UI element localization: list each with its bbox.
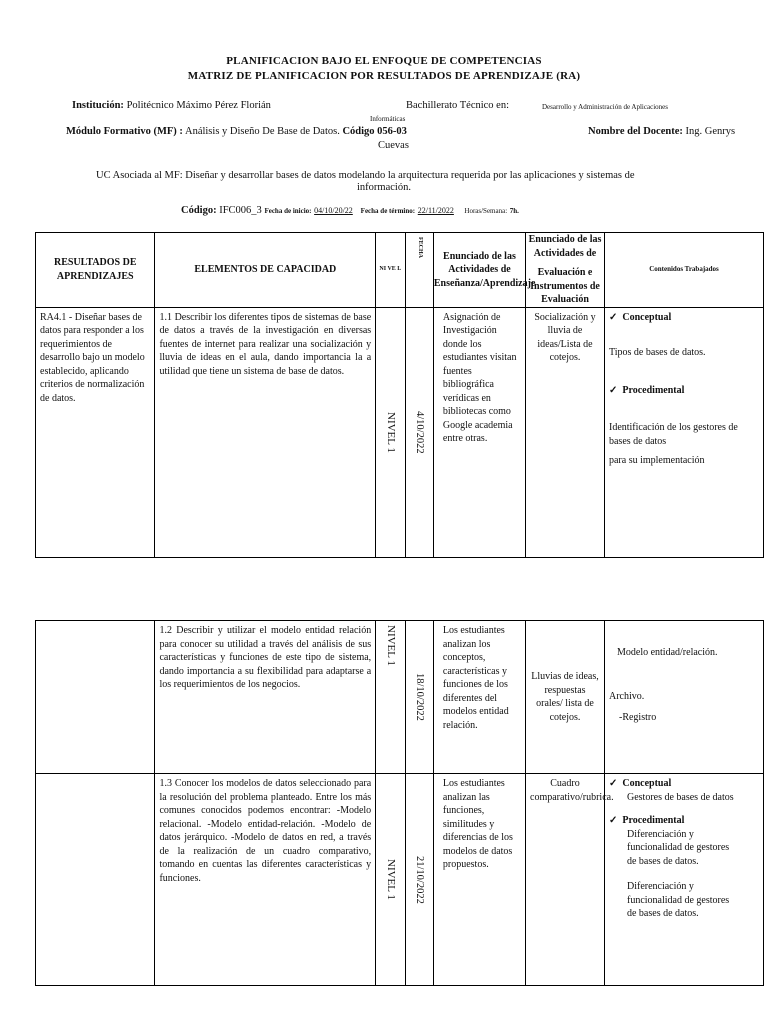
ensenanza-cell: Los estudiantes analizan las funciones, similitudes y diferencias de los modelos de datos propuestos.: [433, 774, 525, 986]
contenidos-cell: [604, 307, 763, 557]
modulo-line: [66, 126, 407, 137]
ensenanza-cell: Los estudiantes analizan los conceptos, características y funciones de los diferentes del modelos entidad relación.: [433, 621, 525, 774]
table-row: [36, 621, 764, 774]
codigo2-value: IFC006_3: [219, 205, 262, 216]
conceptual-heading: [609, 311, 759, 325]
codigo-label: Código 056-03: [342, 126, 407, 137]
modulo-label: Módulo Formativo (MF) :: [66, 126, 183, 137]
fecha-text: 18/10/2022: [413, 673, 425, 721]
contenido-text-1: Modelo entidad/relación.: [616, 647, 718, 658]
contenido-text-2: Archivo.: [608, 690, 645, 702]
conceptual-heading: [609, 777, 759, 791]
fecha-inicio-value: 04/10/20/22: [314, 206, 353, 215]
check-icon: ✓: [608, 311, 618, 323]
nivel-cell: [376, 774, 405, 986]
codigo2-label: Código:: [181, 205, 217, 216]
check-icon: ✓: [608, 778, 618, 789]
header-fecha: [405, 233, 433, 308]
codigo-fechas-line: [181, 205, 519, 216]
uc-value-cont: información.: [357, 182, 411, 193]
evaluacion-cell: Lluvias de ideas, respuestas orales/ lista de cotejos.: [526, 621, 605, 774]
ra-cell-empty: [36, 774, 155, 986]
ensenanza-cell: Asignación de Investigación donde los estudiantes visitan fuentes bibliográfica verídicas en bibliotecas como Google academia entre otras.: [433, 307, 525, 557]
nivel-text: NIVEL 1: [385, 859, 398, 900]
horas-value: 7h.: [509, 207, 519, 215]
evaluacion-cell: Socialización y lluvia de ideas/Lista de cotejos.: [526, 307, 605, 557]
conceptual-label: Conceptual: [622, 778, 672, 789]
fecha-cell: [405, 307, 433, 557]
institucion-value: Politécnico Máximo Pérez Florián: [126, 100, 271, 111]
nivel-text: NIVEL 1: [385, 625, 398, 666]
planning-table-2: [35, 620, 764, 986]
uc-label: UC Asociada al MF:: [96, 170, 183, 181]
conceptual-text: Tipos de bases de datos.: [608, 347, 706, 358]
header-evaluacion-b: Evaluación e Instrumentos de Evaluación: [530, 267, 600, 305]
fecha-termino-label: Fecha de término:: [360, 207, 416, 215]
nivel-text: NIVEL 1: [385, 411, 398, 453]
header-ensenanza: Enunciado de las Actividades de Enseñanza/Aprendizaje: [433, 233, 525, 308]
procedimental-heading: [609, 814, 759, 828]
nivel-cell: [376, 621, 405, 774]
contenidos-cell: [604, 774, 763, 986]
procedimental-label: Procedimental: [622, 384, 685, 396]
procedimental-heading: [609, 384, 759, 398]
header-contenidos: Contenidos Trabajados: [604, 233, 763, 308]
header-fecha-text: FECHA: [416, 237, 423, 258]
bachillerato-value: Desarrollo y Administración de Aplicaciones: [542, 103, 668, 111]
fecha-cell: [405, 774, 433, 986]
uc-line: [96, 170, 706, 181]
procedimental-label: Procedimental: [622, 815, 685, 826]
header-nivel: NI VE L: [376, 233, 405, 308]
ra-cell-empty: [36, 621, 155, 774]
elemento-cell: 1.1 Describir los diferentes tipos de sistemas de base de datos a través de la investigación en diversas fuentes de internet para realizar una socialización y lluvia de ideas en el aula, dando importancia la a utilidad que tiene un sistema de base de datos.: [155, 307, 376, 557]
fecha-inicio-label: Fecha de inicio:: [264, 207, 312, 215]
ra-cell: RA4.1 - Diseñar bases de datos para responder a los requerimientos de desarrollo bajo un modelo establecido, aplicando criterios de normalización de datos.: [36, 307, 155, 557]
fecha-cell: [405, 621, 433, 774]
docente-label: Nombre del Docente:: [588, 126, 683, 137]
procedimental-text-1: Diferenciación y funcionalidad de gestores de bases de datos.: [626, 828, 730, 867]
conceptual-text: Gestores de bases de datos: [626, 791, 734, 803]
evaluacion-cell: Cuadro comparativo/rubrica.: [526, 774, 605, 986]
docente-value: Ing. Genrys: [685, 126, 736, 137]
document-subtitle: MATRIZ DE PLANIFICACION POR RESULTADOS DE APRENDIZAJE (RA): [187, 70, 581, 82]
procedimental-text-2: Diferenciación y funcionalidad de gestores de bases de datos.: [626, 881, 730, 919]
horas-label: Horas/Semana:: [464, 207, 508, 215]
document-title: PLANIFICACION BAJO EL ENFOQUE DE COMPETENCIAS: [226, 55, 542, 67]
fecha-text: 21/10/2022: [413, 855, 425, 904]
institucion-label: Institución:: [72, 100, 124, 111]
header-resultados: RESULTADOS DE APRENDIZAJES: [36, 233, 155, 308]
check-icon: ✓: [608, 384, 618, 396]
contenidos-cell: [604, 621, 763, 774]
conceptual-label: Conceptual: [622, 311, 672, 323]
check-icon: ✓: [608, 815, 618, 826]
elemento-cell: 1.3 Conocer los modelos de datos seleccionado para la resolución del problema planteado. Entre los más comunes conocidos podemos encontrar: -Modelo relacional. -Modelo entidad-relación. -Modelo de datos jerárquico. -Modelo de datos en red, a través de la realización de un cuadro comparativo, tomando en cuentas las diferentes características y funciones.: [155, 774, 376, 986]
header-evaluacion: [526, 233, 605, 308]
bachillerato-label: Bachillerato Técnico en:: [406, 100, 510, 111]
procedimental-text-1: Identificación de los gestores de bases de datos: [608, 422, 738, 447]
modulo-value: Análisis y Diseño De Base de Datos.: [184, 126, 340, 137]
table-header-row: [36, 233, 764, 308]
table-row: [36, 307, 764, 557]
bachillerato-value-cont: Informáticas: [370, 115, 406, 123]
planning-table-1: [35, 232, 764, 558]
table-row: [36, 774, 764, 986]
header-elementos: ELEMENTOS DE CAPACIDAD: [155, 233, 376, 308]
nivel-cell: [376, 307, 405, 557]
contenido-text-3: -Registro: [618, 712, 657, 723]
docente-value-cont: Cuevas: [378, 140, 409, 151]
header-evaluacion-a: Enunciado de las Actividades de: [528, 234, 602, 259]
uc-value: Diseñar y desarrollar bases de datos modelando la arquitectura requerida por las aplicaciones y sistemas de: [185, 170, 635, 181]
fecha-text: 4/10/2022: [413, 410, 425, 454]
docente-line: [588, 126, 735, 137]
procedimental-text-2: para su implementación: [608, 455, 705, 466]
institucion-line: [72, 100, 271, 111]
elemento-cell: 1.2 Describir y utilizar el modelo entidad relación para conocer su utilidad a través del análisis de sus características y funciones de este tipo de sistema, dando importancia a su flexibilidad para adaptarse a los requerimientos de los negocios.: [155, 621, 376, 774]
fecha-termino-value: 22/11/2022: [417, 206, 454, 215]
